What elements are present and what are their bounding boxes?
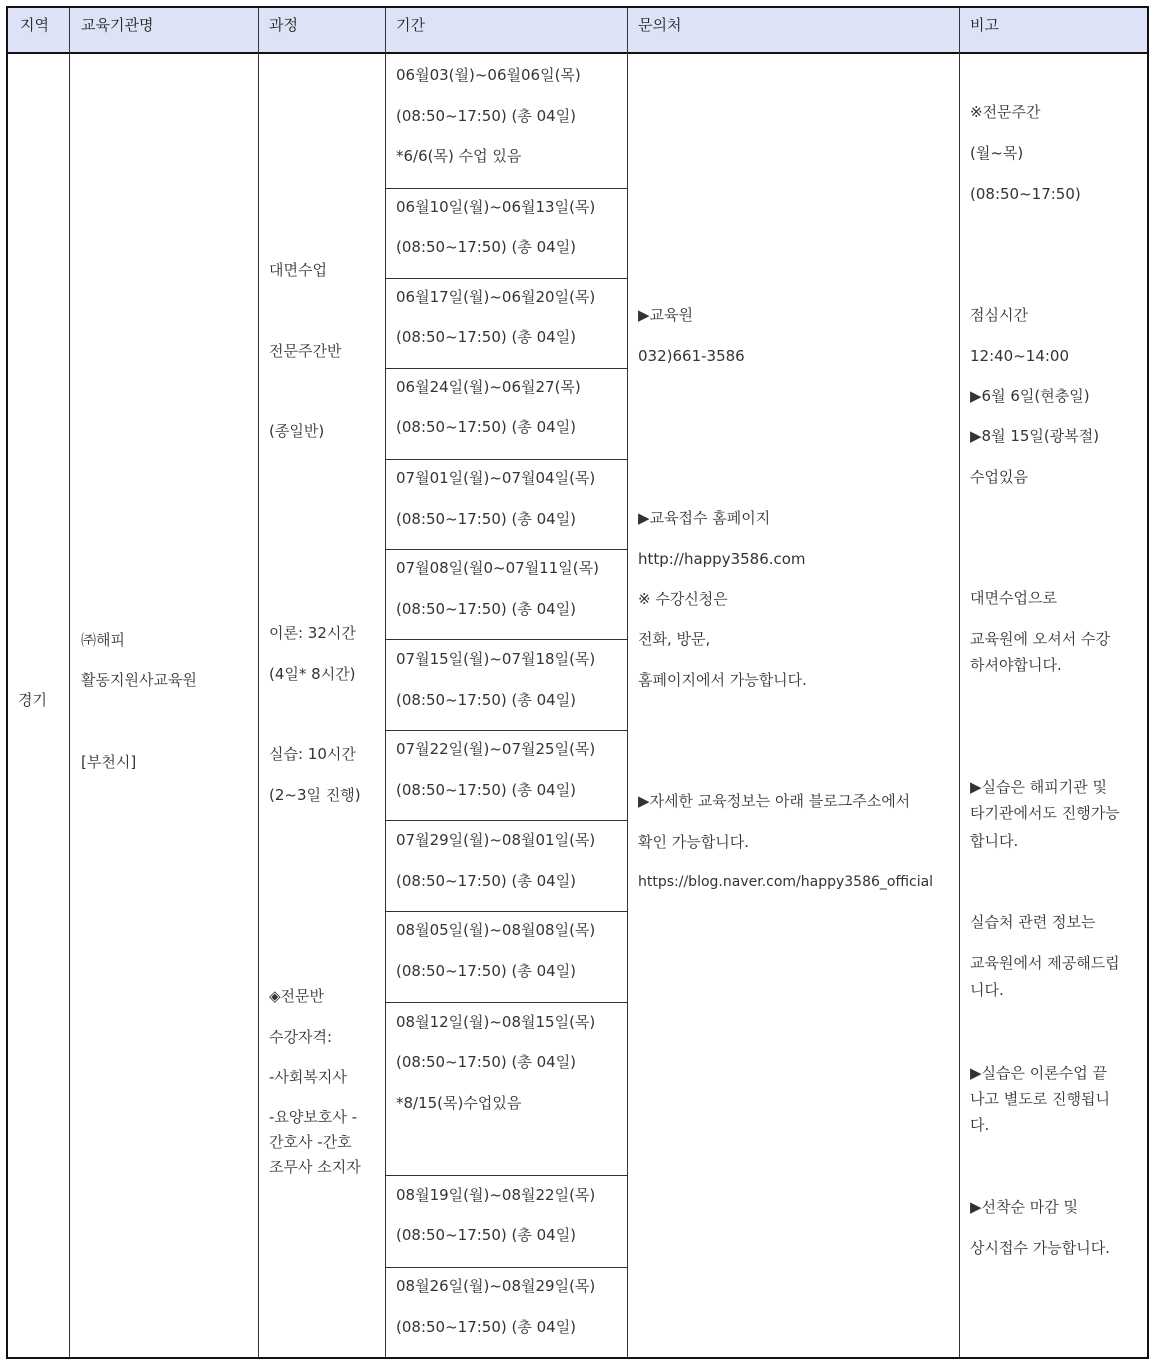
course-line: ◈전문반 <box>269 987 325 1005</box>
period-date: 06월03(월)~06월06일(목) <box>396 66 581 84</box>
course-line: 대면수업 <box>269 261 327 279</box>
course-line: 전문주간반 <box>269 342 342 360</box>
note-line: 상시접수 가능합니다. <box>970 1239 1110 1257</box>
note-line: ▶선착순 마감 및 <box>970 1198 1079 1216</box>
note-line: ※전문주간 <box>970 103 1041 121</box>
column-divider <box>627 8 628 1357</box>
row-divider <box>385 368 628 369</box>
period-time: (08:50~17:50) (총 04일) <box>396 418 577 436</box>
period-time: (08:50~17:50) (총 04일) <box>396 1226 577 1244</box>
course-line: 조무사 소지자 <box>269 1158 361 1176</box>
homepage-link[interactable]: http://happy3586.com <box>638 550 806 568</box>
column-divider <box>385 8 386 1357</box>
period-time: (08:50~17:50) (총 04일) <box>396 328 577 346</box>
row-divider <box>385 730 628 731</box>
contact-line: ▶자세한 교육정보는 아래 블로그주소에서 <box>638 792 911 810</box>
period-note: *8/15(목)수업있음 <box>396 1094 522 1112</box>
course-line: (종일반) <box>269 422 325 440</box>
period-time: (08:50~17:50) (총 04일) <box>396 691 577 709</box>
course-line: (4일* 8시간) <box>269 665 356 683</box>
course-line: -사회복지사 <box>269 1068 347 1086</box>
period-date: 08월05일(월)~08월08일(목) <box>396 921 596 939</box>
course-line: (2~3일 진행) <box>269 786 361 804</box>
header-region: 지역 <box>20 16 49 34</box>
note-line: ▶실습은 이론수업 끝 <box>970 1064 1107 1082</box>
contact-line: 확인 가능합니다. <box>638 833 749 851</box>
row-divider <box>385 278 628 279</box>
row-divider <box>385 639 628 640</box>
contact-line: 전화, 방문, <box>638 630 711 648</box>
period-date: 06월24일(월)~06월27(목) <box>396 378 581 396</box>
period-date: 06월10일(월)~06월13일(목) <box>396 198 596 216</box>
note-line: 실습처 관련 정보는 <box>970 913 1096 931</box>
period-date: 08월12일(월)~08월15일(목) <box>396 1013 596 1031</box>
period-date: 06월17일(월)~06월20일(목) <box>396 288 596 306</box>
course-line: -요양보호사 - <box>269 1108 358 1126</box>
institution-line: [부천시] <box>81 753 137 771</box>
note-line: ▶6월 6일(현충일) <box>970 387 1090 405</box>
course-line: 실습: 10시간 <box>269 745 356 763</box>
period-time: (08:50~17:50) (총 04일) <box>396 600 577 618</box>
note-line: 니다. <box>970 981 1004 999</box>
period-date: 07월22일(월)~07월25일(목) <box>396 740 596 758</box>
note-line: 교육원에서 제공해드립 <box>970 954 1120 972</box>
note-line: 다. <box>970 1116 990 1134</box>
note-line: 나고 별도로 진행됩니 <box>970 1090 1110 1108</box>
note-line: 타기관에서도 진행가능 <box>970 804 1120 822</box>
education-schedule-table <box>6 6 1149 1359</box>
row-divider <box>385 549 628 550</box>
period-date: 07월29일(월)~08월01일(목) <box>396 831 596 849</box>
note-line: (08:50~17:50) <box>970 185 1081 203</box>
row-divider <box>385 1175 628 1176</box>
period-date: 08월19일(월)~08월22일(목) <box>396 1186 596 1204</box>
note-line: (월~목) <box>970 144 1024 162</box>
column-divider <box>69 8 70 1357</box>
row-divider <box>385 1267 628 1268</box>
period-date: 07월01일(월)~07월04일(목) <box>396 469 596 487</box>
row-divider <box>385 911 628 912</box>
period-time: (08:50~17:50) (총 04일) <box>396 872 577 890</box>
contact-phone: 032)661-3586 <box>638 347 745 365</box>
period-time: (08:50~17:50) (총 04일) <box>396 238 577 256</box>
institution-line: 활동지원사교육원 <box>81 671 197 689</box>
institution-line: ㈜해피 <box>81 631 125 649</box>
contact-line: 홈페이지에서 가능합니다. <box>638 671 807 689</box>
contact-line: ▶교육접수 홈페이지 <box>638 509 771 527</box>
contact-line: ▶교육원 <box>638 306 694 324</box>
course-line: 수강자격: <box>269 1028 333 1046</box>
row-divider <box>385 1002 628 1003</box>
header-contact: 문의처 <box>638 16 682 34</box>
region-cell: 경기 <box>18 691 47 709</box>
period-time: (08:50~17:50) (총 04일) <box>396 1318 577 1336</box>
row-divider <box>385 820 628 821</box>
header-institution: 교육기관명 <box>81 16 154 34</box>
note-line: ▶실습은 해피기관 및 <box>970 778 1107 796</box>
period-date: 08월26일(월)~08월29일(목) <box>396 1277 596 1295</box>
period-time: (08:50~17:50) (총 04일) <box>396 1053 577 1071</box>
note-line: 교육원에 오셔서 수강 <box>970 630 1110 648</box>
course-line: 간호사 -간호 <box>269 1133 352 1151</box>
column-divider <box>258 8 259 1357</box>
period-date: 07월08일(월0~07월11일(목) <box>396 559 599 577</box>
header-course: 과정 <box>269 16 298 34</box>
note-line: 합니다. <box>970 832 1019 850</box>
period-note: *6/6(목) 수업 있음 <box>396 147 522 165</box>
note-line: 대면수업으로 <box>970 589 1057 607</box>
header-notes: 비고 <box>970 16 999 34</box>
row-divider <box>385 459 628 460</box>
note-line: 점심시간 <box>970 306 1028 324</box>
column-divider <box>959 8 960 1357</box>
note-line: 하셔야합니다. <box>970 656 1062 674</box>
period-time: (08:50~17:50) (총 04일) <box>396 962 577 980</box>
row-divider <box>385 188 628 189</box>
period-date: 07월15일(월)~07월18일(목) <box>396 650 596 668</box>
period-time: (08:50~17:50) (총 04일) <box>396 510 577 528</box>
period-time: (08:50~17:50) (총 04일) <box>396 107 577 125</box>
period-time: (08:50~17:50) (총 04일) <box>396 781 577 799</box>
header-period: 기간 <box>396 16 425 34</box>
blog-link[interactable]: https://blog.naver.com/happy3586_official <box>638 874 934 890</box>
contact-line: ※ 수강신청은 <box>638 590 728 608</box>
note-line: 12:40~14:00 <box>970 347 1070 365</box>
table-header-row <box>8 8 1147 54</box>
course-line: 이론: 32시간 <box>269 624 356 642</box>
note-line: 수업있음 <box>970 468 1028 486</box>
note-line: ▶8월 15일(광복절) <box>970 427 1100 445</box>
